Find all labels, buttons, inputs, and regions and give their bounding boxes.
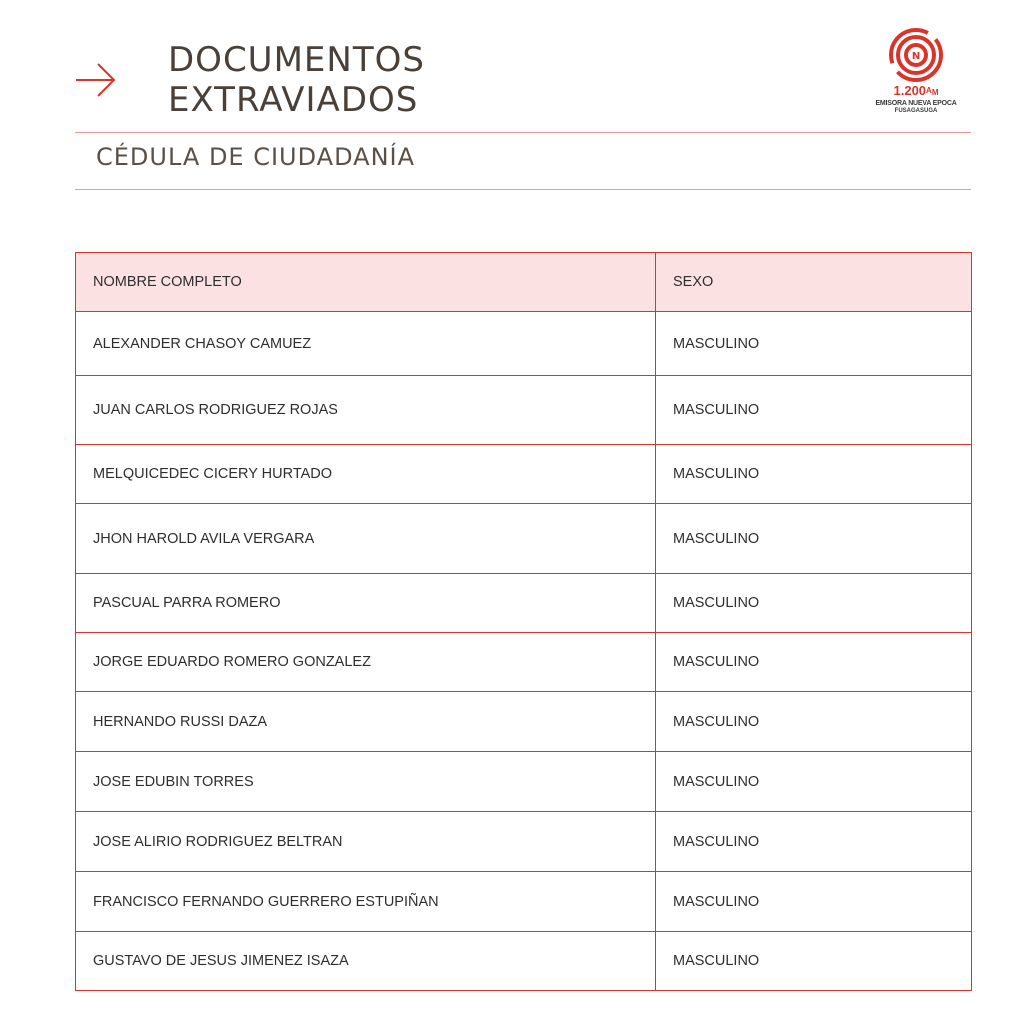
cell-sex: MASCULINO: [656, 574, 972, 633]
radio-emblem-icon: [886, 28, 946, 84]
cell-full-name: JOSE EDUBIN TORRES: [76, 752, 656, 812]
column-header-sex: SEXO: [656, 253, 972, 312]
cell-sex: MASCULINO: [656, 692, 972, 752]
cell-sex: MASCULINO: [656, 932, 972, 991]
title-line-1: DOCUMENTOS: [168, 40, 425, 80]
cell-sex: MASCULINO: [656, 812, 972, 872]
table-row: [76, 633, 972, 692]
table-row: [76, 692, 972, 752]
arrow-right-icon: [74, 60, 118, 100]
cell-full-name: GUSTAVO DE JESUS JIMENEZ ISAZA: [76, 932, 656, 991]
cell-sex: MASCULINO: [656, 752, 972, 812]
table-row: [76, 752, 972, 812]
cell-full-name: MELQUICEDEC CICERY HURTADO: [76, 445, 656, 504]
table-row: [76, 812, 972, 872]
logo-frequency: $1.200^AM$: [893, 83, 939, 98]
cell-sex: MASCULINO: [656, 633, 972, 692]
table-row: [76, 504, 972, 574]
cell-sex: MASCULINO: [656, 376, 972, 445]
cell-sex: MASCULINO: [656, 312, 972, 376]
divider-bottom: [75, 189, 971, 190]
cell-sex: MASCULINO: [656, 445, 972, 504]
cell-sex: MASCULINO: [656, 504, 972, 574]
cell-full-name: ALEXANDER CHASOY CAMUEZ: [76, 312, 656, 376]
title-line-2: EXTRAVIADOS: [168, 80, 419, 120]
column-header-name: NOMBRE COMPLETO: [76, 253, 656, 312]
cell-full-name: PASCUAL PARRA ROMERO: [76, 574, 656, 633]
logo-city: FUSAGASUGA: [894, 108, 938, 114]
table-row: [76, 872, 972, 932]
cell-sex: MASCULINO: [656, 872, 972, 932]
document-type-heading: CÉDULA DE CIUDADANÍA: [96, 143, 416, 171]
station-logo: [858, 28, 974, 120]
table-row: [76, 376, 972, 445]
table-row: [76, 312, 972, 376]
logo-station-name: EMISORA NUEVA EPOCA: [875, 100, 957, 107]
page-title: [168, 40, 425, 120]
cell-full-name: JHON HAROLD AVILA VERGARA: [76, 504, 656, 574]
table-row: [76, 574, 972, 633]
table-row: [76, 932, 972, 991]
cell-full-name: JOSE ALIRIO RODRIGUEZ BELTRAN: [76, 812, 656, 872]
cell-full-name: JORGE EDUARDO ROMERO GONZALEZ: [76, 633, 656, 692]
svg-text:N: N: [911, 51, 921, 62]
table-header-row: [76, 253, 972, 312]
cell-full-name: FRANCISCO FERNANDO GUERRERO ESTUPIÑAN: [76, 872, 656, 932]
table-row: [76, 445, 972, 504]
lost-documents-table: [75, 252, 972, 991]
cell-full-name: HERNANDO RUSSI DAZA: [76, 692, 656, 752]
cell-full-name: JUAN CARLOS RODRIGUEZ ROJAS: [76, 376, 656, 445]
divider-top: [75, 132, 971, 133]
